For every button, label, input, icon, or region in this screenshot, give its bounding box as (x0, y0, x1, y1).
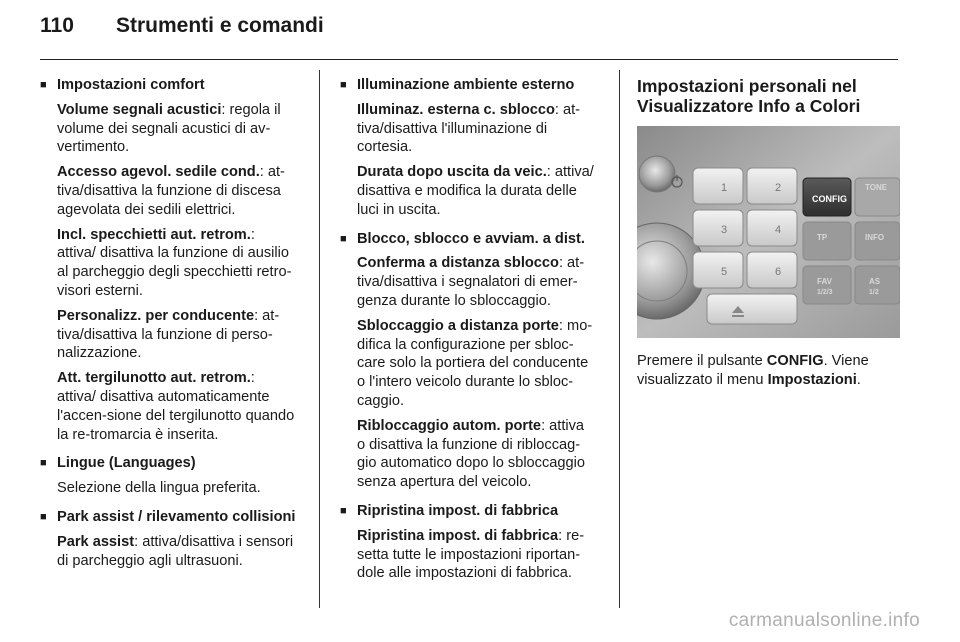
column-divider (319, 70, 320, 608)
column-3 (637, 76, 903, 390)
setting-item: Sbloccaggio a distanza porte: mo-difica la configurazione per sbloc-care solo la portiera del conducente o l'intero veicolo durante lo sbloc-caggio. (357, 317, 593, 409)
section-comfort (40, 76, 296, 444)
setting-item: Personalizz. per conducente: at-tiva/disattiva la funzione di perso-nalizzazione. (57, 307, 280, 362)
setting-item: Durata dopo uscita da veic.: attiva/ disattiva e modifica la durata delle luci in uscita. (357, 164, 594, 218)
preset-label: 4 (775, 224, 782, 236)
bullet-icon: ■ (340, 232, 347, 245)
section-title: Park assist / rilevamento collisioni (57, 508, 296, 525)
page-header (40, 14, 324, 54)
control-panel-photo (637, 126, 900, 338)
setting-item: Ripristina impost. di fabbrica: re-setta tutte le impostazioni riportan-dole alle impostazioni di fabbrica. (357, 527, 585, 582)
section-factory-reset (340, 502, 596, 583)
setting-item: Park assist: attiva/disattiva i sensori di parcheggio agli ultrasuoni. (57, 533, 294, 569)
section-title: Impostazioni comfort (57, 77, 205, 93)
section-title: Illuminazione ambiente esterno (357, 77, 575, 93)
bullet-icon: ■ (340, 79, 347, 91)
column-2 (340, 76, 596, 593)
preset-label: 2 (775, 182, 782, 194)
info-button-label: INFO (865, 233, 885, 242)
setting-item: Ribloccaggio autom. porte: attiva o disattiva la funzione di ribloccag-gio automatico dopo lo sbloccaggio senza apertura del veicolo. (357, 417, 585, 491)
section-text: Selezione della lingua preferita. (57, 480, 261, 497)
as-button-label: AS (869, 277, 881, 286)
tone-button-label: TONE (865, 183, 888, 192)
tp-button-label: TP (817, 233, 828, 242)
section-remote-lock (340, 230, 596, 492)
fav-button-label: FAV (817, 277, 832, 286)
section-title: Ripristina impost. di fabbrica (357, 502, 559, 519)
setting-item: Att. tergilunotto aut. retrom.: attiva/ disattiva automaticamente l'accen-sione del tergilunotto quando la re-tromarcia è inserita. (57, 370, 295, 443)
section-title: Blocco, sblocco e avviam. a dist. (357, 230, 585, 247)
header-rule (40, 59, 898, 60)
section-title: Lingue (Languages) (57, 455, 196, 472)
setting-item: Conferma a distanza sblocco: at-tiva/disattiva i segnalatori di emer-genza durante lo sbloccaggio. (357, 255, 585, 309)
bullet-icon: ■ (40, 79, 47, 91)
setting-item: Accesso agevol. sedile cond.: at-tiva/disattiva la funzione di discesa agevolata dei sedili elettrici. (57, 164, 285, 218)
section-park-assist (40, 508, 296, 570)
config-button-label: CONFIG (812, 194, 847, 204)
photo-caption: Premere il pulsante CONFIG. Viene visualizzato il menu Impostazioni. (637, 353, 869, 388)
column-1 (40, 76, 296, 580)
preset-label: 1 (721, 182, 728, 194)
bullet-icon: ■ (340, 504, 347, 517)
preset-label: 3 (721, 224, 728, 236)
section-exterior-lighting (340, 76, 596, 220)
watermark: carmanualsonline.info (728, 610, 920, 631)
setting-item: Volume segnali acustici: regola il volume dei segnali acustici di av-vertimento. (57, 101, 281, 156)
page-number: 110 (40, 14, 74, 37)
setting-item: Incl. specchietti aut. retrom.: attiva/ disattiva la funzione di ausilio al parcheggio degli specchietti retro-visori esterni. (57, 226, 292, 299)
bullet-icon: ■ (40, 457, 47, 470)
setting-item: Illuminaz. esterna c. sblocco: at-tiva/disattiva l'illuminazione di cortesia. (357, 101, 581, 156)
section-languages (40, 454, 296, 498)
preset-label: 5 (721, 266, 728, 278)
bullet-icon: ■ (40, 510, 47, 523)
page-title: Strumenti e comandi (116, 14, 324, 37)
as-button-sublabel: 1/2 (869, 289, 879, 296)
section-heading: Impostazioni personali nel Visualizzatore Info a Colori (637, 76, 861, 116)
fav-button-sublabel: 1/2/3 (817, 289, 833, 296)
column-divider (619, 70, 620, 608)
preset-label: 6 (775, 266, 782, 278)
